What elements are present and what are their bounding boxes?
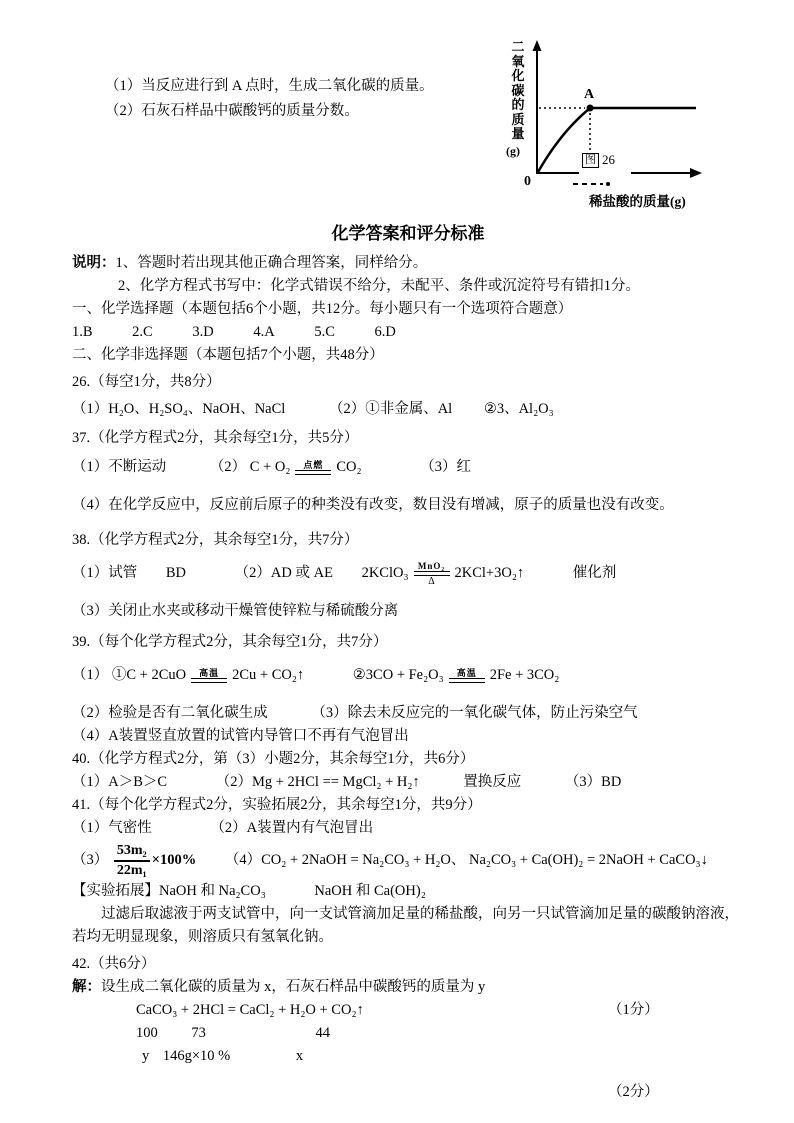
section-choice-heading: 一、化学选择题（本题包括6个小题，共12分。每小题只有一个选项符合题意）: [72, 301, 573, 317]
point-a-label: A: [584, 87, 595, 102]
q39-answer-2: （2）检验是否有二氧化碳生成: [72, 705, 268, 721]
y-axis-unit: (g): [506, 144, 520, 158]
q40-answer-3: （3）BD: [564, 774, 622, 790]
notes-label: 说明：: [72, 255, 116, 271]
choice-answer-4: 4.A: [253, 324, 275, 340]
q38-equation-condition: [414, 561, 450, 587]
q37-condition-text: 点燃: [303, 460, 324, 471]
q42-given-row: [72, 1045, 744, 1068]
q37-equation-right: CO₂: [336, 459, 362, 475]
q41-expand-text: 过滤后取滤液于两支试管中，向一支试管滴加足量的稀盐酸，向另一只试管滴加足量的碳酸钠溶液，若均无明显现象，则溶质只有氢氧化钠。: [72, 906, 739, 945]
q37-equation: [250, 459, 362, 475]
notes-line-1: [72, 252, 744, 275]
q26-answers: [72, 398, 744, 421]
q41-answer-1: （1）气密性: [72, 820, 152, 836]
notes-text-1: 1、答题时若出现其他正确合理答案，同样给分。: [115, 255, 428, 271]
q39-equation-1-arrow: [191, 678, 227, 683]
q41-answers-34: [72, 840, 744, 880]
q41-fraction-denominator: 22m₁: [116, 862, 147, 878]
figure-caption-number: 26: [602, 152, 615, 167]
choice-answer-6: 6.D: [374, 324, 396, 340]
q26-heading: 26.（每空1分，共8分）: [72, 374, 221, 390]
q26-answer-2: （2）①非金属、Al: [328, 401, 453, 417]
q37-answer-4: （4）在化学反应中，反应前后原子的种类没有改变，数目没有增减，原子的质量也没有改变。: [72, 497, 674, 513]
q39-equation-1: [112, 667, 304, 683]
q37-heading: 37.（化学方程式2分，其余每空1分，共5分）: [72, 430, 359, 446]
q37-answers: [72, 450, 744, 484]
q39-equation-2: [353, 667, 560, 683]
q37-equation-left: C + O₂: [249, 459, 291, 475]
q42-score-2: （2分）: [608, 1084, 659, 1100]
q39-equation-1-left: ①C + 2CuO: [111, 667, 187, 683]
q41-expand-answer-1: NaOH 和 Na₂CO₃: [159, 883, 266, 899]
q38-equation-right: 2KCl+3O₂↑: [454, 565, 525, 581]
section-nonchoice-heading: 二、化学非选择题（本题包括7个小题，共48分）: [72, 347, 384, 363]
q42-equation: CaCO₃ + 2HCl = CaCl₂ + H₂O + CO₂↑: [136, 1002, 364, 1018]
q39-answer-1-label: （1）: [72, 667, 109, 683]
q42-ratio-co2: 44: [315, 1025, 330, 1041]
q38-answer-1: （1）试管: [72, 565, 138, 581]
q38-answer-3: （3）关闭止水夹或移动干燥管使锌粒与稀硫酸分离: [72, 603, 399, 619]
q40-answer-2b: 置换反应: [463, 774, 522, 790]
q42-ratio-caco3: 100: [136, 1025, 158, 1041]
q38-condition-top: MnO₂: [417, 560, 446, 571]
y-axis-label: 二氧化碳的质量: [511, 39, 525, 141]
q39-equation-2-right: 2Fe + 3CO₂: [489, 667, 560, 683]
q38-equation: [361, 560, 525, 587]
q38-answers: [72, 556, 744, 590]
q39-equation-1-condition: [191, 668, 227, 683]
x-axis-label: 稀盐酸的质量(g): [589, 194, 686, 209]
q42-solution-text: 设生成二氧化碳的质量为 x，石灰石样品中碳酸钙的质量为 y: [101, 979, 486, 995]
q41-heading: 41.（每个化学方程式2分，实验拓展2分，其余每空1分，共9分）: [72, 797, 482, 813]
q41-fraction-numerator: 53m₂: [114, 843, 150, 862]
q38-heading: 38.（化学方程式2分，其余每空1分，共7分）: [72, 532, 359, 548]
q42-given-hcl-mass: 146g×10 %: [162, 1048, 231, 1064]
q40-heading: 40.（化学方程式2分，第（3）小题2分，其余每空1分，共6分）: [72, 751, 475, 767]
q41-fraction: [114, 843, 150, 879]
q42-ratio-row: [72, 1022, 744, 1045]
choice-answers-row: [72, 321, 744, 344]
q41-answer-3-label: （3）: [72, 852, 109, 868]
q38-answer-2-label: （2）AD 或 AE: [234, 565, 333, 581]
q41-answers-12: [72, 817, 744, 840]
q38-equation-left: 2KClO₃: [361, 565, 409, 581]
q39-equations: [72, 658, 744, 692]
q26-answer-1: （1）H₂O、H₂SO₄、NaOH、NaCl: [72, 401, 286, 417]
q39-equation-2-arrow: [449, 678, 485, 683]
notes-line-2: 2、化学方程式书写中：化学式错误不给分，未配平、条件或沉淀符号有错扣1分。: [118, 278, 640, 294]
figure-caption: [582, 152, 615, 168]
page-title: 化学答案和评分标准: [331, 224, 485, 243]
q40-answers: [72, 771, 744, 794]
q42-solution-line: [72, 976, 744, 999]
intro-item-2: （2）石灰石样品中碳酸钙的质量分数。: [105, 103, 359, 119]
q39-condition-2-text: 高温: [456, 668, 477, 679]
q39-answer-3: （3）除去未反应完的一氧化碳气体，防止污染空气: [311, 705, 638, 721]
q37-answer-1: （1）不断运动: [72, 459, 167, 475]
q42-score-1: （1分）: [608, 1002, 659, 1018]
q39-equation-2-left: ②3CO + Fe₂O₃: [352, 667, 444, 683]
choice-answer-3: 3.D: [192, 324, 214, 340]
q41-answer-4: （4）CO₂ + 2NaOH = Na₂CO₃ + H₂O、 Na₂CO₃ + Ca(OH)₂ = 2NaOH + CaCO₃↓: [224, 852, 708, 868]
q41-expand-label: 【实验拓展】: [72, 883, 159, 899]
q26-answer-3: ②3、Al₂O₃: [483, 401, 554, 417]
choice-answer-5: 5.C: [314, 324, 335, 340]
q42-ratio-hcl: 73: [191, 1025, 206, 1041]
q37-equation-arrow: [295, 470, 331, 475]
q39-heading: 39.（每个化学方程式2分，其余每空1分，共7分）: [72, 634, 388, 650]
q41-expand-answer-2: NaOH 和 Ca(OH)₂: [314, 883, 426, 899]
q37-answer-2-label: （2）: [209, 459, 247, 475]
q40-answer-2: （2）Mg + 2HCl == MgCl₂ + H₂↑: [215, 774, 420, 790]
q42-given-y: y: [142, 1048, 150, 1064]
q42-equation-line: [72, 999, 744, 1022]
q41-answer-2: （2）A装置内有气泡冒出: [210, 820, 374, 836]
q42-given-x: x: [295, 1048, 304, 1064]
q39-condition-1-text: 高温: [199, 668, 220, 679]
q42-solution-label: 解：: [72, 979, 101, 995]
intro-item-1: （1）当反应进行到 A 点时，生成二氧化碳的质量。: [105, 78, 434, 94]
q39-answers-23: [72, 702, 744, 725]
origin-label: 0: [524, 174, 531, 189]
q39-equation-2-condition: [449, 668, 485, 683]
q39-answer-4: （4）A装置竖直放置的试管内导管口不再有气泡冒出: [72, 728, 409, 744]
q41-expand-answers: [72, 880, 744, 903]
choice-answer-2: 2.C: [132, 324, 153, 340]
q39-equation-1-right: 2Cu + CO₂↑: [232, 667, 305, 683]
q38-condition-bottom: Δ: [428, 575, 435, 587]
q38-answer-1b: BD: [165, 565, 187, 581]
q37-answer-3: （3）红: [420, 459, 471, 475]
q40-answer-1: （1）A＞B＞C: [72, 774, 168, 790]
figure-26: [485, 38, 730, 228]
q41-fraction-suffix: ×100%: [151, 852, 197, 868]
choice-answer-1: 1.B: [72, 324, 93, 340]
q37-equation-condition: [295, 460, 331, 475]
q42-heading: 42.（共6分）: [72, 956, 156, 972]
q42-score-2-line: [72, 1080, 744, 1103]
q38-answer-2c: 催化剂: [572, 565, 617, 581]
figure-caption-box: 图: [582, 153, 599, 168]
